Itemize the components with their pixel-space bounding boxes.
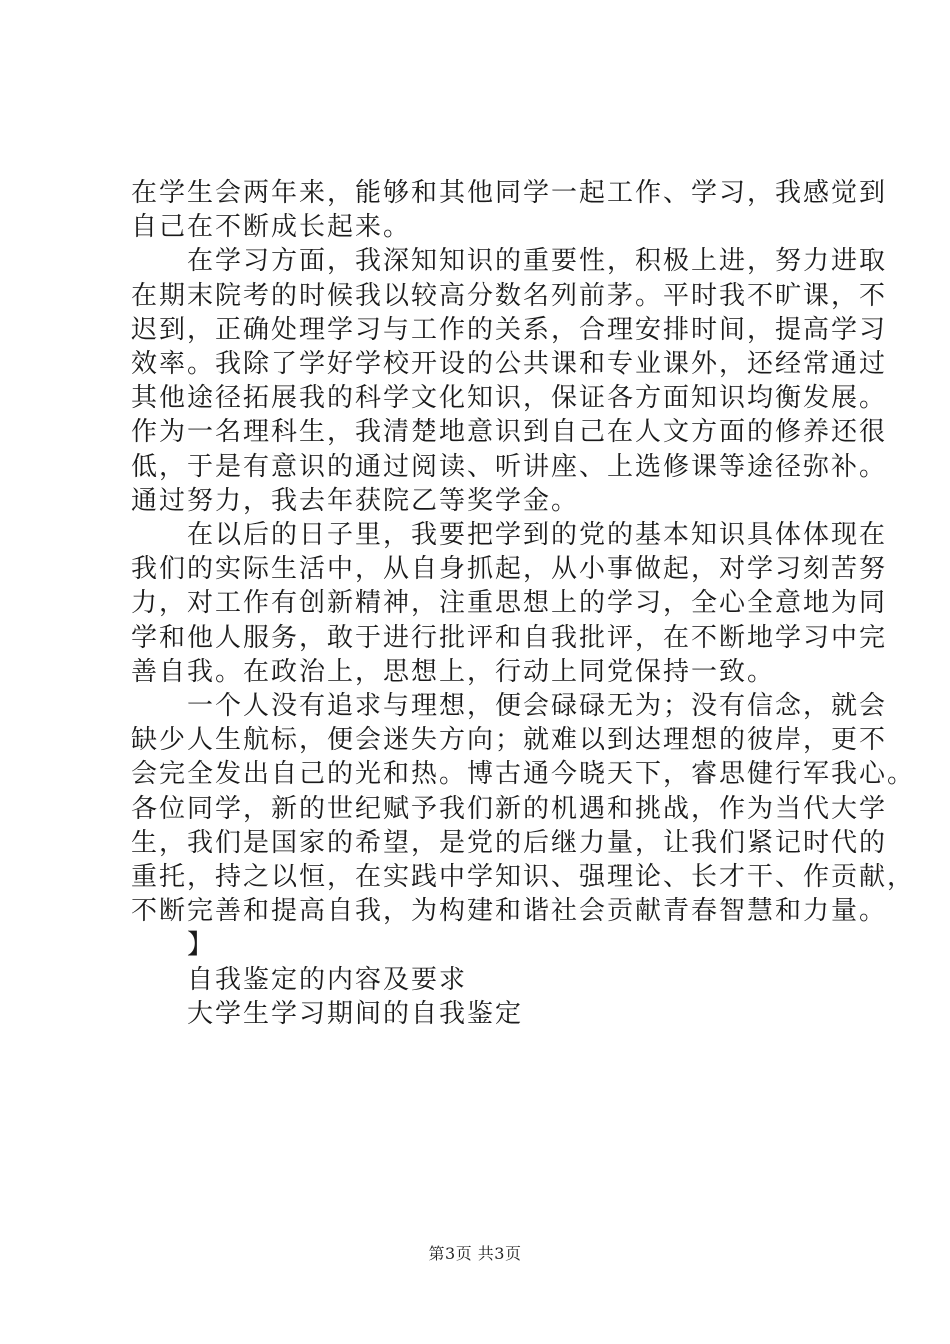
text-line: 自己在不断成长起来。: [131, 212, 412, 243]
text-line: 大学生学习期间的自我鉴定: [131, 998, 524, 1029]
text-line: 通过努力，我去年获院乙等奖学金。: [131, 485, 580, 516]
text-line: 作为一名理科生，我清楚地意识到自己在人文方面的修养还很: [131, 417, 888, 448]
text-line: 在学生会两年来，能够和其他同学一起工作、学习，我感觉到: [131, 178, 888, 208]
text-line: 一个人没有追求与理想，便会碌碌无为；没有信念，就会: [131, 691, 888, 721]
text-line: 缺少人生航标，便会迷失方向；就难以到达理想的彼岸，更不: [131, 725, 888, 756]
text-line: 生，我们是国家的希望，是党的后继力量，让我们紧记时代的: [131, 827, 888, 858]
text-line: 我们的实际生活中，从自身抓起，从小事做起，对学习刻苦努: [131, 554, 888, 585]
text-line: 低，于是有意识的通过阅读、听讲座、上选修课等途径弥补。: [131, 451, 888, 482]
text-line: 】: [131, 930, 216, 961]
text-line: 力，对工作有创新精神，注重思想上的学习，全心全意地为同: [131, 588, 888, 619]
text-line: 善自我。在政治上，思想上，行动上同党保持一致。: [131, 656, 776, 687]
page-footer: 第3页 共3页: [428, 1244, 522, 1263]
text-line: 在以后的日子里，我要把学到的党的基本知识具体体现在: [131, 520, 888, 550]
text-line: 在学习方面，我深知知识的重要性，积极上进，努力进取: [131, 246, 888, 277]
text-line: 学和他人服务，敢于进行批评和自我批评，在不断地学习中完: [131, 622, 888, 653]
text-line: 不断完善和提高自我，为构建和谐社会贡献青春智慧和力量。: [131, 896, 888, 927]
text-line: 在期末院考的时候我以较高分数名列前茅。平时我不旷课，不: [131, 280, 888, 311]
text-line: 效率。我除了学好学校开设的公共课和专业课外，还经常通过: [131, 349, 888, 379]
text-line: 会完全发出自己的光和热。博古通今晓天下，睿思健行军我心。: [131, 759, 916, 790]
text-line: 自我鉴定的内容及要求: [131, 964, 468, 995]
text-line: 迟到，正确处理学习与工作的关系，合理安排时间，提高学习: [131, 314, 888, 345]
text-line: 重托，持之以恒，在实践中学知识、强理论、长才干、作贡献，: [131, 862, 916, 892]
text-line: 其他途径拓展我的科学文化知识，保证各方面知识均衡发展。: [131, 383, 888, 414]
text-line: 各位同学，新的世纪赋予我们新的机遇和挑战，作为当代大学: [131, 793, 888, 824]
